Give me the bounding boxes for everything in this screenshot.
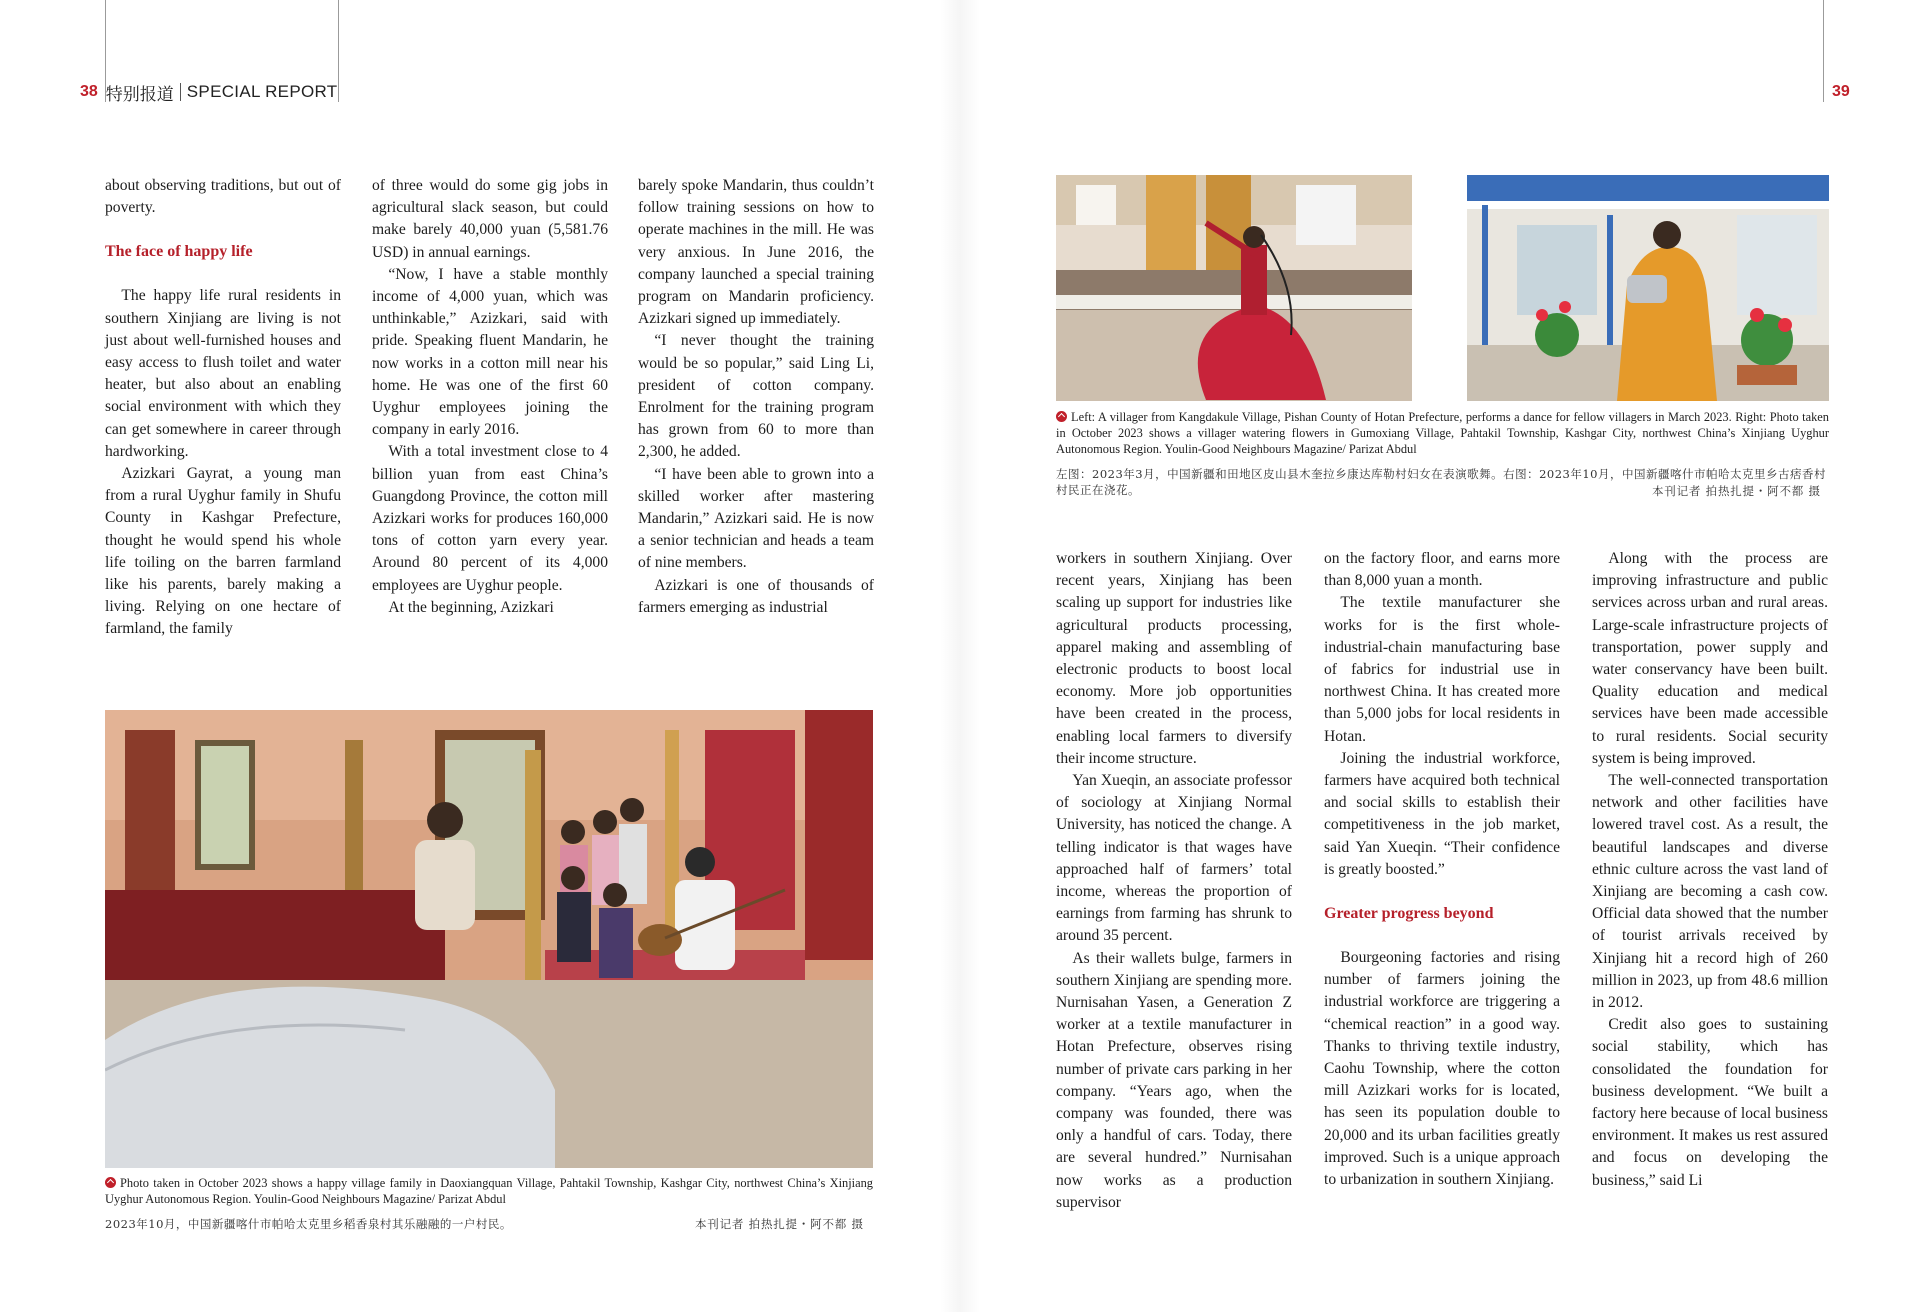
page-number: 39 [1832, 83, 1850, 100]
page-number: 38 [80, 83, 98, 100]
caption-icon [1056, 411, 1067, 422]
family-photo-caption-cn: 2023年10月，中国新疆喀什市帕哈太克里乡稻香泉村其乐融融的一户村民。 [105, 1217, 512, 1231]
subheading: Greater progress beyond [1324, 905, 1494, 923]
paragraph: As their wallets bulge, farmers in southern Xinjiang are spending more. Nurnisahan Yasen, a Generation Z worker at a textile manufacturer in Hotan Prefecture, observes rising number of private cars parking in her company. “Years ago, when the company was founded, there was only a handful of cars. Today, there are several hundred.” Nurnisahan now works as a production supervisor [1056, 949, 1292, 1211]
paragraph: The well-connected transportation network and other facilities have lowered travel cost. As a result, the beautiful landscapes and diverse ethnic culture across the vast land of Xinjiang are becoming a cash cow. Official data showed that the number of tourist arrivals received by Xinjiang hit a record high of 260 million in 2023, up from 48.6 million in 2012. [1592, 772, 1828, 1012]
dance-photo [1056, 175, 1412, 401]
photos-credit-cn: 本刊记者 拍热扎提・阿不都 摄 [1652, 484, 1821, 498]
photos-caption [1056, 410, 1829, 457]
paragraph: Yan Xueqin, an associate professor of sociology at Xinjiang Normal University, has noticed the change. A telling indicator is that wages have approached half of farmers’ total income, whereas the proportion of earnings from farming has shrunk to around 35 percent. [1056, 772, 1292, 945]
paragraph: With a total investment close to 4 billion yuan from east China’s Guangdong Province, the cotton mill Azizkari works for produces 160,000 tons of cotton yarn every year. Around 80 percent of its 4,000 employees are Uyghur people. [372, 443, 608, 594]
family-photo-caption [105, 1176, 873, 1208]
photos-caption-cn: 左图：2023年3月，中国新疆和田地区皮山县木奎拉乡康达库勒村妇女在表演歌舞。右图：2023年10月，中国新疆喀什市帕哈太克里乡古痞香村村民正在浇花。 [1056, 467, 1826, 497]
paragraph: The textile manufacturer she works for is the first whole-industrial-chain manufacturing base of fabrics for industrial use in northwest China. It has created more than 5,000 jobs for local residents in Hotan. [1324, 594, 1560, 745]
right-column-2 [1324, 548, 1560, 1191]
paragraph: of three would do some gig jobs in agricultural slack season, but could make barely 40,000 yuan (5,581.76 USD) in annual earnings. [372, 177, 608, 261]
left-column-2 [372, 175, 608, 619]
watering-flowers-photo [1467, 175, 1829, 401]
right-column-1 [1056, 548, 1292, 1214]
paragraph: At the beginning, Azizkari [388, 598, 554, 616]
header-separator [180, 83, 181, 101]
caption-text: Left: A villager from Kangdakule Village, Pishan County of Hotan Prefecture, performs a dance for fellow villagers in March 2023. Right: Photo taken in October 2023 shows a villager watering flowers in Gumoxiang Village, Pahtakil Township, Kashgar City, northwest China’s Xinjiang Uyghur Autonomous Region. Youlin-Good Neighbours Magazine/ Parizat Abdul [1056, 410, 1829, 456]
paragraph: Along with the process are improving infrastructure and public services across urban and rural areas. Large-scale infrastructure projects of transportation, power supply and water conservancy have been built. Quality education and medical services have been made accessible to rural residents. Social security system is being improved. [1592, 550, 1828, 767]
running-header [80, 80, 337, 104]
paragraph: “Now, I have a stable monthly income of 4,000 yuan, which was unthinkable,” Azizkari, said with pride. Speaking fluent Mandarin, he now works in a cotton mill near his home. He was one of the first 60 Uyghur employees joining the company in early 2016. [372, 265, 608, 439]
paragraph: “I never thought the training would be so popular,” said Ling Li, president of cotton company. Enrolment for the training program has grown from 60 to more than 2,300, he added. [638, 332, 874, 461]
section-title-en: SPECIAL REPORT [186, 82, 338, 101]
header-rule-right [338, 0, 339, 102]
family-photo-credit-cn: 本刊记者 拍热扎提・阿不都 摄 [695, 1217, 864, 1231]
paragraph: The happy life rural residents in southern Xinjiang are living is not just about well-furnished houses and easy access to flush toilet and water heater, but also about an enabling social environment with which they can get somewhere in career through hardworking. [105, 287, 341, 460]
paragraph: Azizkari Gayrat, a young man from a rural Uyghur family in Shufu County in Kashgar Prefecture, thought he would spend his whole life toiling on the barren farmland like his parents, barely making a living. Relying on one hectare of farmland, the family [105, 465, 341, 638]
paragraph: Credit also goes to sustaining social stability, which has consolidated the foundation for business development. “We built a factory here because of local business environment. It makes us rest assured and focus on developing the business,” said Li [1592, 1016, 1828, 1189]
paragraph: workers in southern Xinjiang. Over recent years, Xinjiang has been scaling up support for industries like agricultural products processing, apparel making and assembling of electronic products to boost local economy. More job opportunities have been created in the process, enabling local farmers to diversify their income structure. [1056, 550, 1292, 767]
paragraph: “I have been able to grown into a skilled worker after mastering Mandarin,” Azizkari said. He is now a senior technician and heads a team of nine members. [638, 465, 874, 572]
paragraph: on the factory floor, and earns more than 8,000 yuan a month. [1324, 550, 1560, 590]
left-column-3 [638, 175, 874, 619]
paragraph: about observing traditions, but out of poverty. [105, 177, 341, 217]
paragraph: Joining the industrial workforce, farmers have acquired both technical and social skills to establish their competitiveness in the job market, said Yan Xueqin. “Their confidence is greatly boosted.” [1324, 749, 1560, 878]
right-page [960, 0, 1920, 1312]
paragraph: Azizkari is one of thousands of farmers emerging as industrial [638, 576, 874, 616]
header-rule-right-page [1823, 0, 1824, 102]
caption-icon [105, 1177, 116, 1188]
left-column-1 [105, 175, 341, 641]
paragraph: barely spoke Mandarin, thus couldn’t follow training sessions on how to operate machines in the mill. He was very anxious. In June 2016, the company launched a special training program on Mandarin proficiency. Azizkari signed up immediately. [638, 177, 874, 328]
right-column-3 [1592, 548, 1828, 1192]
village-family-photo [105, 710, 873, 1168]
running-header-right [1832, 80, 1850, 104]
paragraph: Bourgeoning factories and rising number of farmers joining the industrial workforce are triggering a “chemical reaction” in a good way. Thanks to thriving textile industry, Caohu Township, where the cotton mill Azizkari works for is located, has seen its population double to 20,000 and its urban facilities greatly improved. Such is a unique approach to urbanization in southern Xinjiang. [1324, 949, 1560, 1189]
section-title-cn: 特别报道 [105, 84, 174, 105]
subheading: The face of happy life [105, 243, 253, 261]
caption-text: Photo taken in October 2023 shows a happy village family in Daoxiangquan Village, Pahtakil Township, Kashgar City, northwest China’s Xinjiang Uyghur Autonomous Region. Youlin-Good Neighbours Magazine/ Parizat Abdul [105, 1176, 873, 1206]
